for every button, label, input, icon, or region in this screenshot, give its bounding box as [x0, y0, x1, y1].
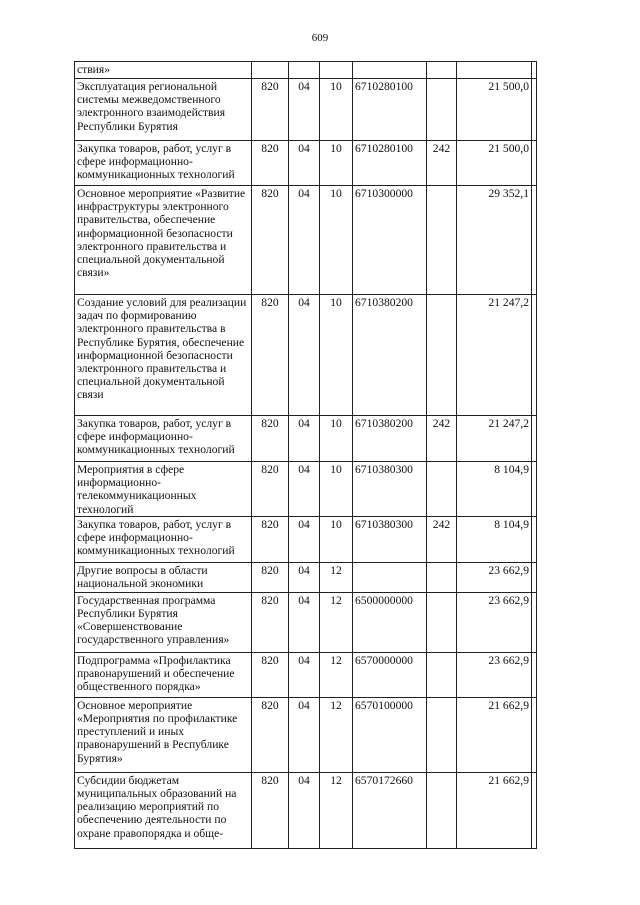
section-code-cell [289, 62, 320, 79]
subsection-code-cell: 12 [320, 772, 353, 848]
budget-table [74, 61, 537, 849]
target-article-cell [353, 62, 427, 79]
expense-type-cell [427, 652, 457, 697]
table-row [75, 516, 537, 562]
amount-cell: 21 662,9 [457, 697, 532, 772]
ministry-code-cell: 820 [252, 772, 289, 848]
ministry-code-cell: 820 [252, 186, 289, 295]
empty-cell [532, 697, 537, 772]
target-article-cell: 6570100000 [353, 697, 427, 772]
subsection-code-cell: 10 [320, 141, 353, 186]
empty-cell [532, 416, 537, 462]
amount-cell: 23 662,9 [457, 562, 532, 592]
item-name-cell: Создание условий для реализации задач по формированию электронного правительства в Республике Бурятия, обеспечение информационной безопасности электронного правительства и специальной документальной связи [75, 295, 252, 416]
table-row [75, 141, 537, 186]
target-article-cell: 6710280100 [353, 79, 427, 141]
amount-cell [457, 62, 532, 79]
section-code-cell: 04 [289, 592, 320, 652]
expense-type-cell [427, 562, 457, 592]
ministry-code-cell: 820 [252, 697, 289, 772]
target-article-cell: 6710280100 [353, 141, 427, 186]
table-row [75, 697, 537, 772]
subsection-code-cell: 12 [320, 562, 353, 592]
table-row [75, 416, 537, 462]
subsection-code-cell: 10 [320, 295, 353, 416]
ministry-code-cell: 820 [252, 295, 289, 416]
section-code-cell: 04 [289, 141, 320, 186]
target-article-cell: 6710380300 [353, 516, 427, 562]
item-name-cell: Закупка товаров, работ, услуг в сфере информационно-коммуникационных технологий [75, 516, 252, 562]
table-row [75, 79, 537, 141]
table-row [75, 62, 537, 79]
target-article-cell: 6710380300 [353, 462, 427, 517]
ministry-code-cell: 820 [252, 562, 289, 592]
subsection-code-cell: 12 [320, 697, 353, 772]
table-row [75, 186, 537, 295]
subsection-code-cell: 12 [320, 592, 353, 652]
target-article-cell: 6710380200 [353, 295, 427, 416]
table-row [75, 462, 537, 517]
target-article-cell: 6710380200 [353, 416, 427, 462]
amount-cell: 21 247,2 [457, 295, 532, 416]
ministry-code-cell [252, 62, 289, 79]
amount-cell: 21 500,0 [457, 141, 532, 186]
item-name-cell: Основное мероприятие «Развитие инфраструктуры электронного правительства, обеспечение информационной безопасности электронного правительства и специальной документальной связи» [75, 186, 252, 295]
section-code-cell: 04 [289, 186, 320, 295]
expense-type-cell: 242 [427, 516, 457, 562]
expense-type-cell [427, 295, 457, 416]
item-name-cell: Закупка товаров, работ, услуг в сфере информационно-коммуникационных технологий [75, 416, 252, 462]
expense-type-cell [427, 462, 457, 517]
table-row [75, 652, 537, 697]
amount-cell: 23 662,9 [457, 652, 532, 697]
amount-cell: 29 352,1 [457, 186, 532, 295]
ministry-code-cell: 820 [252, 462, 289, 517]
table-row [75, 562, 537, 592]
empty-cell [532, 592, 537, 652]
section-code-cell: 04 [289, 79, 320, 141]
subsection-code-cell [320, 62, 353, 79]
expense-type-cell [427, 186, 457, 295]
amount-cell: 8 104,9 [457, 516, 532, 562]
ministry-code-cell: 820 [252, 79, 289, 141]
item-name-cell: Субсидии бюджетам муниципальных образований на реализацию мероприятий по обеспечению деятельности по охране правопорядка и обще- [75, 772, 252, 848]
empty-cell [532, 772, 537, 848]
target-article-cell: 6570172660 [353, 772, 427, 848]
empty-cell [532, 462, 537, 517]
subsection-code-cell: 12 [320, 652, 353, 697]
target-article-cell: 6710300000 [353, 186, 427, 295]
page-number: 609 [311, 32, 329, 44]
section-code-cell: 04 [289, 295, 320, 416]
item-name-cell: Государственная программа Республики Бурятия «Совершенствование государственного управления» [75, 592, 252, 652]
amount-cell: 21 500,0 [457, 79, 532, 141]
table-row [75, 772, 537, 848]
ministry-code-cell: 820 [252, 652, 289, 697]
ministry-code-cell: 820 [252, 516, 289, 562]
section-code-cell: 04 [289, 772, 320, 848]
amount-cell: 21 662,9 [457, 772, 532, 848]
subsection-code-cell: 10 [320, 462, 353, 517]
section-code-cell: 04 [289, 562, 320, 592]
empty-cell [532, 62, 537, 79]
expense-type-cell [427, 697, 457, 772]
amount-cell: 23 662,9 [457, 592, 532, 652]
item-name-cell: ствия» [75, 62, 252, 79]
section-code-cell: 04 [289, 462, 320, 517]
empty-cell [532, 652, 537, 697]
ministry-code-cell: 820 [252, 416, 289, 462]
table-row [75, 295, 537, 416]
section-code-cell: 04 [289, 652, 320, 697]
subsection-code-cell: 10 [320, 516, 353, 562]
section-code-cell: 04 [289, 416, 320, 462]
subsection-code-cell: 10 [320, 416, 353, 462]
amount-cell: 8 104,9 [457, 462, 532, 517]
empty-cell [532, 562, 537, 592]
empty-cell [532, 79, 537, 141]
amount-cell: 21 247,2 [457, 416, 532, 462]
empty-cell [532, 186, 537, 295]
subsection-code-cell: 10 [320, 79, 353, 141]
ministry-code-cell: 820 [252, 592, 289, 652]
subsection-code-cell: 10 [320, 186, 353, 295]
item-name-cell: Эксплуатация региональной системы межведомственного электронного взаимодействия Республики Бурятия [75, 79, 252, 141]
target-article-cell [353, 562, 427, 592]
expense-type-cell [427, 62, 457, 79]
target-article-cell: 6500000000 [353, 592, 427, 652]
item-name-cell: Закупка товаров, работ, услуг в сфере информационно-коммуникационных технологий [75, 141, 252, 186]
item-name-cell: Основное мероприятие «Мероприятия по профилактике преступлений и иных правонарушений в Республике Бурятия» [75, 697, 252, 772]
item-name-cell: Подпрограмма «Профилактика правонарушений и обеспечение общественного порядка» [75, 652, 252, 697]
target-article-cell: 6570000000 [353, 652, 427, 697]
expense-type-cell: 242 [427, 416, 457, 462]
ministry-code-cell: 820 [252, 141, 289, 186]
empty-cell [532, 141, 537, 186]
empty-cell [532, 295, 537, 416]
item-name-cell: Мероприятия в сфере информационно-телекоммуникационных технологий [75, 462, 252, 517]
section-code-cell: 04 [289, 516, 320, 562]
item-name-cell: Другие вопросы в области национальной экономики [75, 562, 252, 592]
expense-type-cell [427, 79, 457, 141]
expense-type-cell [427, 772, 457, 848]
table-row [75, 592, 537, 652]
expense-type-cell [427, 592, 457, 652]
expense-type-cell: 242 [427, 141, 457, 186]
section-code-cell: 04 [289, 697, 320, 772]
empty-cell [532, 516, 537, 562]
